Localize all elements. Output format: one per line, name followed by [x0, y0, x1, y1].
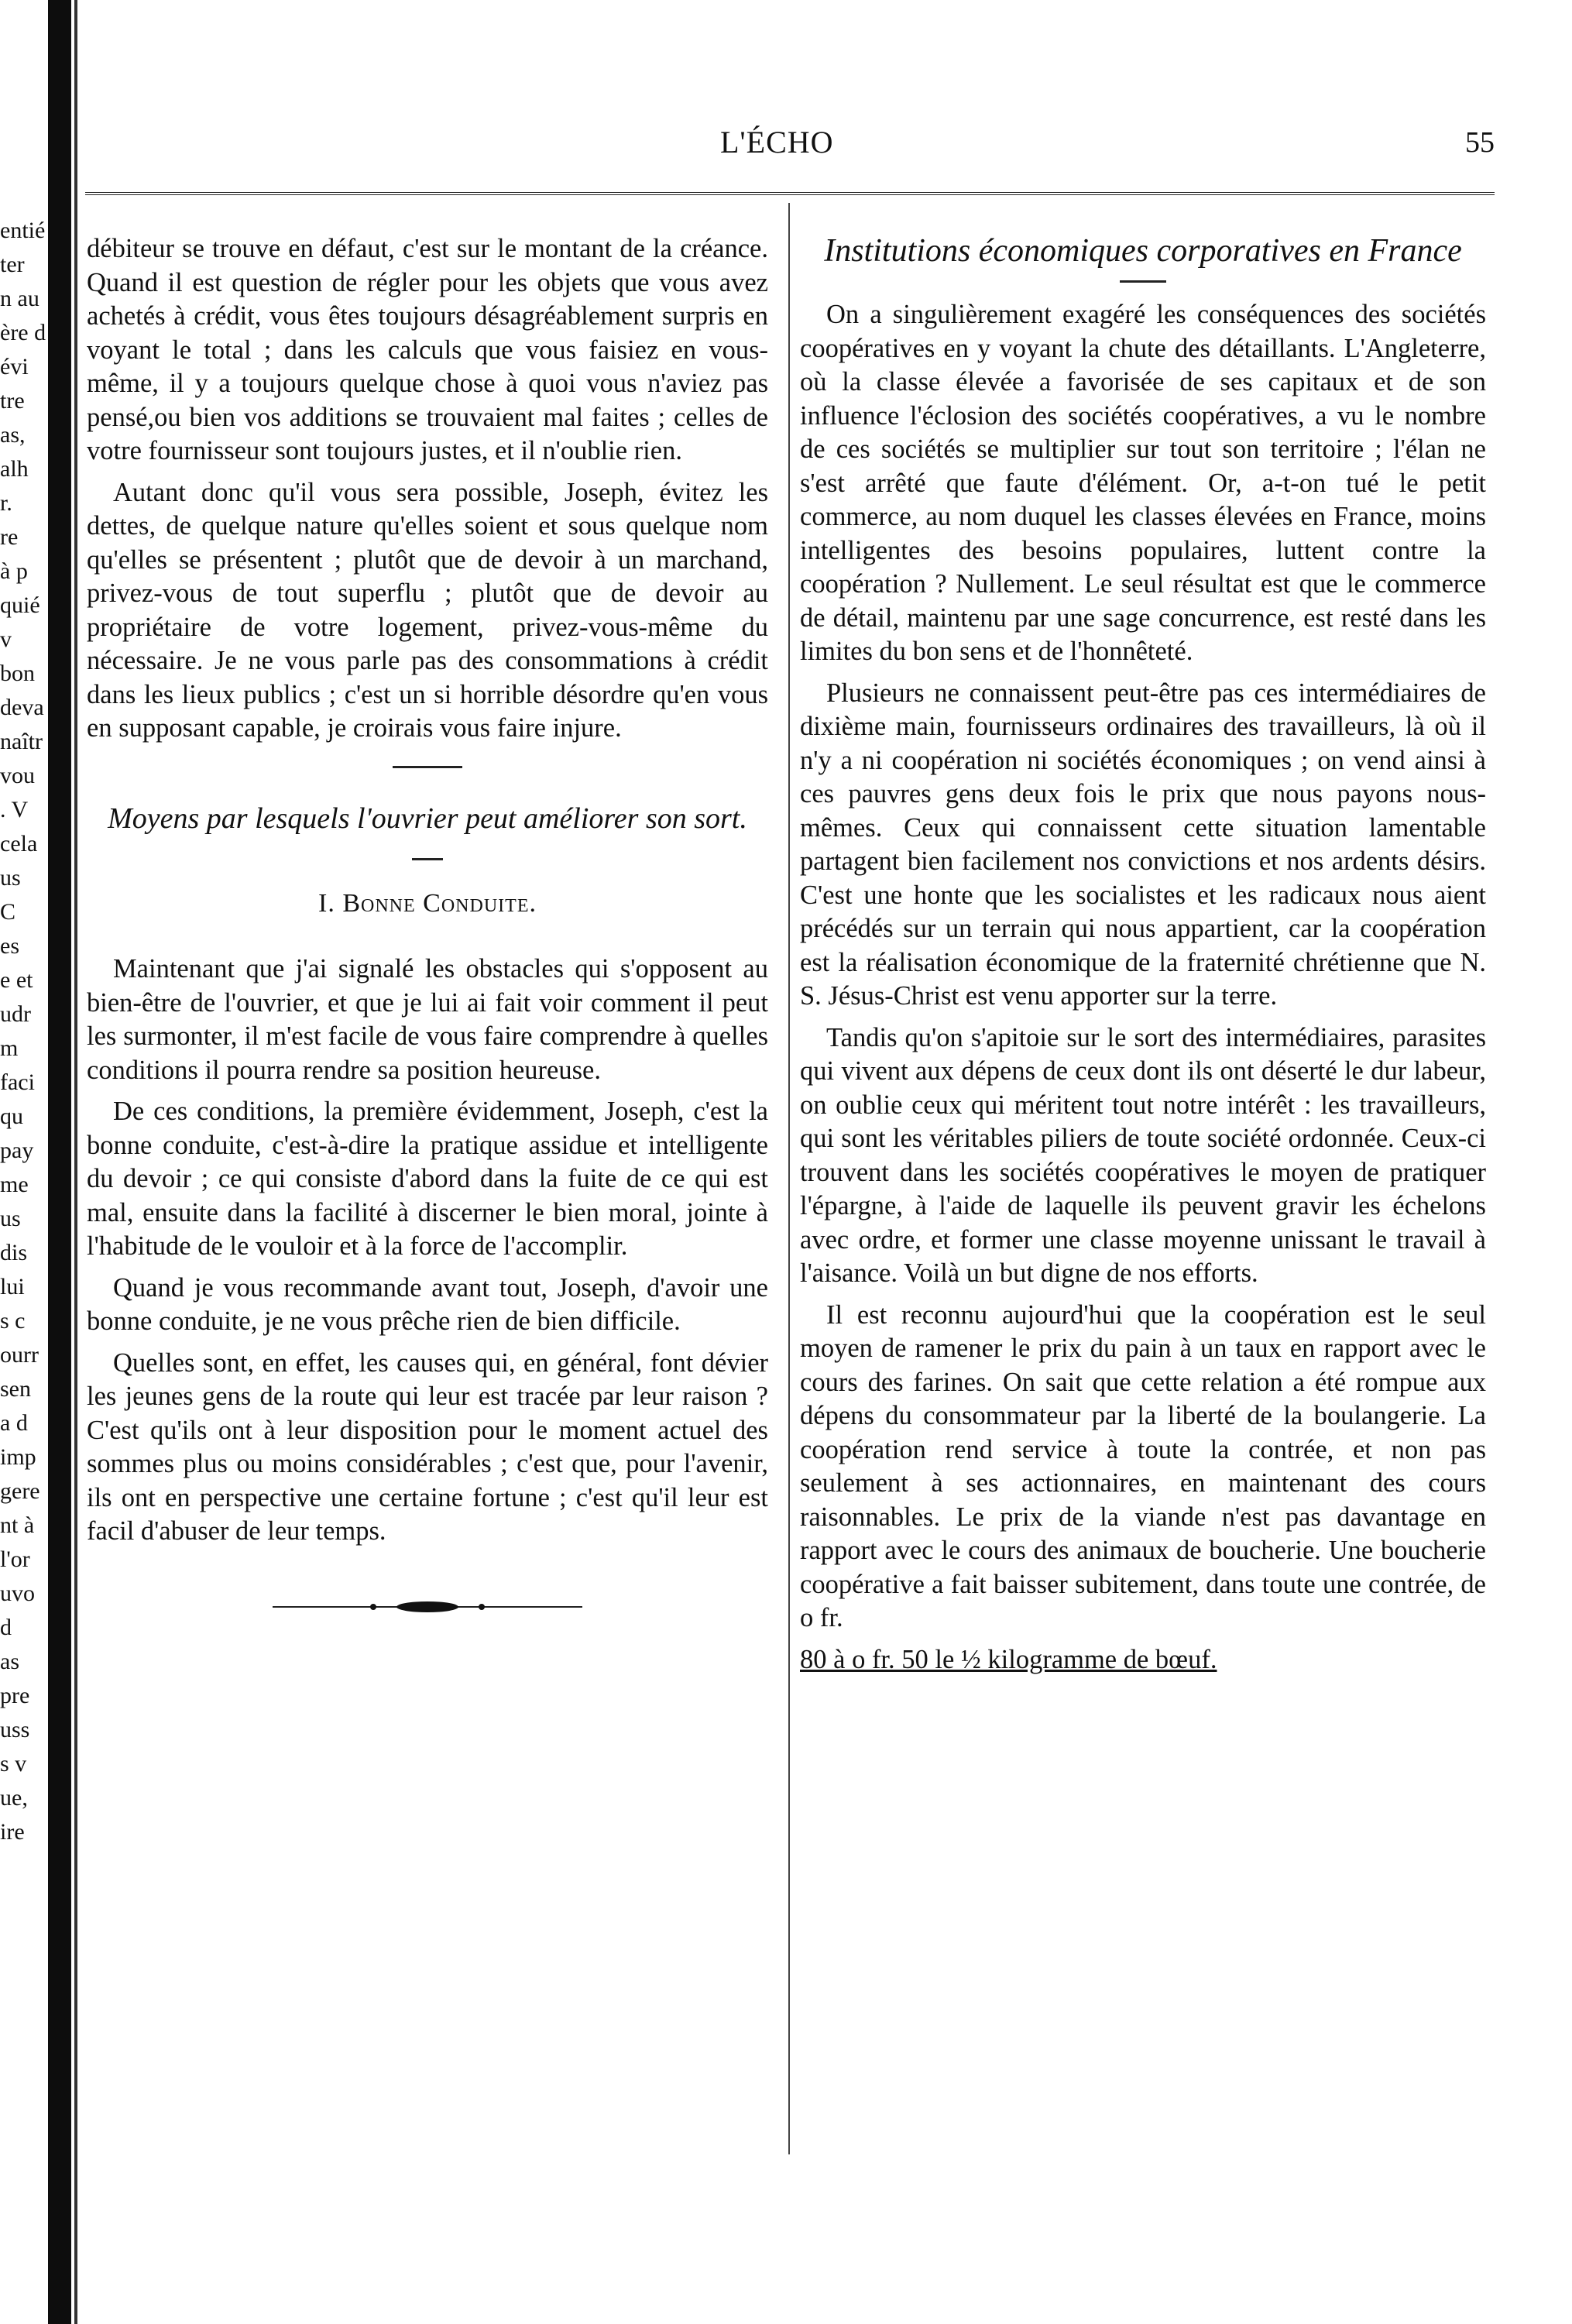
page-number: 55 [1465, 126, 1495, 159]
gutter-fragment: . V [0, 797, 29, 822]
header-rule [85, 192, 1495, 195]
subhead [87, 887, 768, 921]
gutter-fragment: ourr [0, 1342, 39, 1368]
gutter-fragment: n au [0, 286, 39, 311]
gutter-fragment: nt à [0, 1512, 35, 1538]
gutter-fragment: ère d [0, 320, 46, 345]
gutter-fragment: naîtr [0, 729, 43, 754]
gutter-fragment: qu [0, 1104, 23, 1129]
gutter-fragment: r. [0, 490, 12, 516]
paragraph: Plusieurs ne connaissent peut-être pas ces intermédiaires de dixième main, fournisseurs ordinaires des travailleurs, là où il n'y a ni coopération ni sociétés économiques ; on vend ainsi à ces pauvres gens deux fois le prix que nous payons nous-mêmes. Ceux qui connaissent cette situation lamentable partagent bien facilement nos convictions et nos ardents désirs. C'est une honte que les socialistes et les radicaux nous aient précédés sur un terrain qui nous appartient, car la coopération est la réalisation économique de la fraternité chrétienne que N. S. Jésus-Christ est venu apporter sur la terre. [800, 678, 1486, 1011]
gutter-fragment: C [0, 899, 16, 925]
left-column [87, 232, 768, 1619]
gutter-fragment: v [0, 626, 12, 652]
gutter-fragment: as, [0, 422, 26, 448]
gutter-fragment: dis [0, 1240, 28, 1265]
gutter-fragment: uvo [0, 1581, 35, 1606]
gutter-fragment: deva [0, 695, 44, 720]
gutter-fragment: à p [0, 558, 28, 584]
gutter-fragment: cela [0, 831, 38, 856]
end-ornament-icon [265, 1595, 590, 1619]
gutter-fragment: s v [0, 1751, 27, 1776]
binding-spine [48, 0, 71, 2324]
paragraph: Quelles sont, en effet, les causes qui, en général, font dévier les jeunes gens de la route qui leur est tracée par leur raison ? C'est qu'ils ont à leur disposition pour le moment actuel des sommes plus ou moins considérables ; c'est que, pour l'avenir, ils ont en perspective une certaine fortune ; c'est qu'il leur est facil d'abuser de leur temps. [87, 1347, 768, 1546]
paragraph: Tandis qu'on s'apitoie sur le sort des intermédiaires, parasites qui vivent aux dépens de ceux dont ils ont déserté le dur labeur, on oublie ceux qui méritent tout notre intérêt : les travailleurs, qui sont les véritables piliers de toute société ordonnée. Ceux-ci trouvent dans les sociétés coopératives le moyen de pratiquer l'épargne, à l'aide de laquelle ils peuvent gravir les échelons avec ordre, et former une classe moyenne unissant le travail à l'aisance. Voilà un but digne de nos efforts. [800, 1022, 1486, 1288]
gutter-fragment: pay [0, 1138, 34, 1163]
gutter-fragment: l'or [0, 1546, 30, 1572]
section-title: Moyens par lesquels l'ouvrier peut améliorer son sort. [108, 802, 747, 835]
paragraph: Il est reconnu aujourd'hui que la coopération est le seul moyen de ramener le prix du pain à un taux en rapport avec le cours des farines. On sait que cette relation a été rompue aux dépens du consommateur par la liberté de la boulangerie. La coopération rend service à toute la contrée, et non pas seulement à ses actionnaires, en maintenant des cours raisonnables. Le prix de la viande n'est pas davantage en rapport avec le cours des animaux de boucherie. Une boucherie coopérative a fait baisser subitement, dans toute une contrée, de o fr. [800, 1299, 1486, 1632]
section-rule [393, 766, 462, 768]
column-divider [788, 203, 790, 2154]
subhead-text: I. Bonne Conduite. [318, 888, 537, 918]
gutter-fragment: a d [0, 1410, 28, 1436]
gutter-fragment: d [0, 1615, 12, 1640]
paragraph: Maintenant que j'ai signalé les obstacles qui s'opposent au bien-être de l'ouvrier, et que je lui ai fait voir comment il peut les surmonter, il m'est facile de vous faire comprendre à quelles conditions il pourra rendre sa position heureuse. [87, 954, 768, 1085]
paragraph: De ces conditions, la première évidemment, Joseph, c'est la bonne conduite, c'est-à-dire la pratique assidue et intelligente du devoir ; ce qui consiste d'abord dans la fuite de ce qui est mal, ensuite dans la facilité à discerner le bien moral, jointe à l'habitude de le vouloir et à la force de l'accomplir. [87, 1097, 768, 1261]
gutter-fragment: quié [0, 592, 40, 618]
gutter-fragment: re [0, 524, 19, 550]
gutter-fragment: me [0, 1172, 29, 1197]
gutter-fragment: entié [0, 218, 46, 243]
gutter-fragment: e et [0, 967, 33, 993]
article-title: Institutions économiques corporatives en France [824, 233, 1462, 269]
gutter-fragment: lui [0, 1274, 25, 1299]
gutter-fragment: bon [0, 661, 35, 686]
right-column [800, 232, 1486, 1684]
paragraph: Autant donc qu'il vous sera possible, Joseph, évitez les dettes, de quelque nature qu'elles soient et sous quelque nom qu'elles se présentent ; plutôt que de devoir à un marchand, privez-vous de tout superflu ; plutôt que de devoir au propriétaire de votre logement, privez-vous-même du nécessaire. Je ne vous parle pas des consommations à crédit dans les lieux publics ; c'est un si horrible désordre qu'en vous en supposant capable, je croirais vous faire injure. [87, 477, 768, 743]
last-line: 80 à o fr. 50 le ½ kilogramme de bœuf. [800, 1644, 1217, 1674]
paragraph: débiteur se trouve en défaut, c'est sur le montant de la créance. Quand il est question de régler pour les objets que vous avez achetés à crédit, vous êtes toujours désagréablement surpris en voyant le total ; dans les calculs que vous faisiez en vous-même, il y a toujours quelque chose à quoi vous n'aviez pas pensé,ou bien vos additions se trouvaient mal faites ; celles de votre fournisseur sont toujours justes, et il n'oublie rien. [87, 234, 768, 465]
gutter-fragment: ire [0, 1819, 25, 1845]
gutter-fragment: us [0, 1206, 21, 1231]
gutter-fragment: s c [0, 1308, 26, 1334]
gutter-fragment: as [0, 1649, 19, 1674]
gutter-fragment: m [0, 1035, 19, 1061]
adjacent-page-fragments [0, 217, 46, 1921]
binding-spine-edge [74, 0, 77, 2324]
title-rule [1120, 280, 1166, 283]
gutter-fragment: sen [0, 1376, 31, 1402]
gutter-fragment: udr [0, 1001, 31, 1027]
section-rule-small [412, 858, 443, 860]
paragraph: Quand je vous recommande avant tout, Joseph, d'avoir une bonne conduite, je ne vous prêche rien de bien difficile. [87, 1272, 768, 1336]
running-title: L'ÉCHO [720, 125, 834, 160]
gutter-fragment: tre [0, 388, 25, 414]
gutter-fragment: gere [0, 1478, 40, 1504]
gutter-fragment: es [0, 933, 19, 959]
gutter-fragment: alh [0, 456, 29, 482]
gutter-fragment: ter [0, 252, 25, 277]
gutter-fragment: pre [0, 1683, 30, 1708]
page-header [85, 124, 1495, 170]
gutter-fragment: us [0, 865, 21, 891]
paragraph: On a singulièrement exagéré les conséquences des sociétés coopératives en y voyant la chute des détaillants. L'Angleterre, où la classe élevée a favorisée de ses capitaux et de son influence l'éclosion des sociétés coopératives, a vu le nombre de ces sociétés se multiplier sur tout son territoire ; l'élan ne s'est arrêté que faute d'élément. Or, a-t-on tué le petit commerce, au nom duquel les classes élevées en France, moins intelligentes des besoins populaires, luttent contre la coopération ? Nullement. Le seul résultat est que le commerce de détail, maintenu par une sage concurrence, est resté dans les limites du bon sens et de l'honnêteté. [800, 300, 1486, 666]
gutter-fragment: ue, [0, 1785, 28, 1811]
gutter-fragment: vou [0, 763, 35, 788]
gutter-fragment: uss [0, 1717, 30, 1742]
gutter-fragment: imp [0, 1444, 36, 1470]
gutter-fragment: évi [0, 354, 29, 379]
gutter-fragment: faci [0, 1069, 35, 1095]
